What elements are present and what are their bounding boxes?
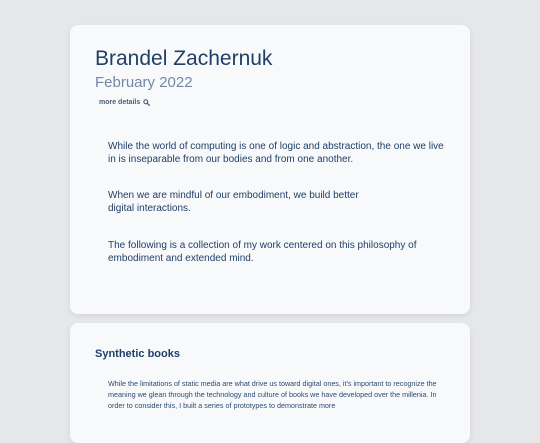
intro-paragraph: When we are mindful of our embodiment, we build better digital interactions. — [108, 190, 359, 214]
publish-date: February 2022 — [95, 74, 193, 91]
author-name: Brandel Zachernuk — [95, 47, 273, 70]
synthetic-books-card — [70, 323, 470, 443]
search-icon — [143, 99, 150, 106]
more-details-label: more details — [99, 99, 141, 106]
section-description: While the limitations of static media are what drive us toward digital ones, it's important to recognize the meaning we glean through the technology and culture of books we have developed over the millenia. In order to consider this, I built a series of prototypes to demonstrate more — [108, 379, 437, 410]
more-details-link[interactable] — [99, 99, 150, 106]
intro-paragraph: The following is a collection of my work centered on this philosophy of embodiment and extended mind. — [108, 240, 417, 264]
intro-paragraph: While the world of computing is one of logic and abstraction, the one we live in is inseparable from our bodies and from one another. — [108, 141, 444, 165]
intro-card — [70, 25, 470, 314]
section-title[interactable]: Synthetic books — [95, 348, 180, 360]
